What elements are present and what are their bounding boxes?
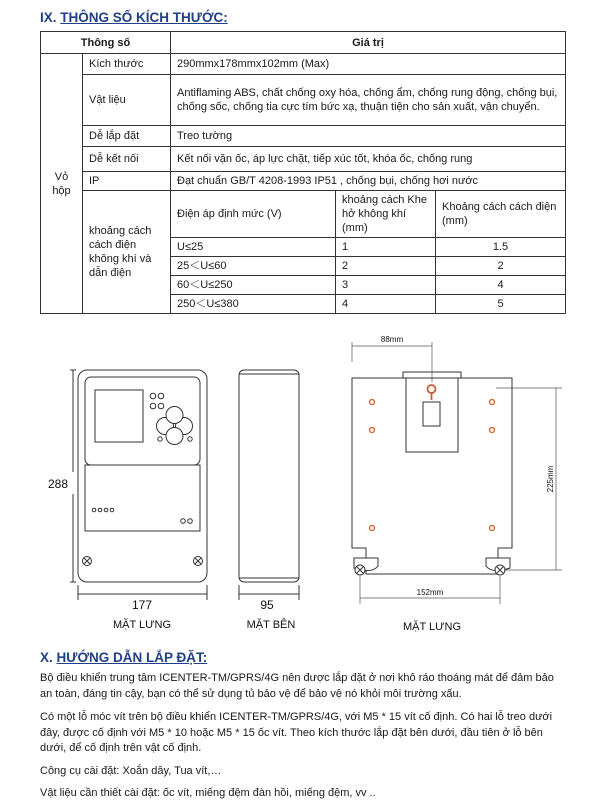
param-cell: Dễ kết nối [83,147,171,172]
side-width-dim: 95 [260,598,274,612]
clearance-col-header: Khoảng cách cách điện (mm) [436,191,566,238]
table-row [41,172,566,191]
back-top-dim: 88mm [380,335,404,344]
value-cell: Kết nối vặn ốc, áp lực chặt, tiếp xúc tốt, khóa ốc, chống rung [171,147,566,172]
front-width-dim: 177 [131,598,153,612]
dimension-drawing [0,322,600,642]
section-9-number: IX. [40,10,57,25]
table-row [41,191,566,238]
value-cell: Đạt chuẩn GB/T 4208-1993 IP51 , chống bụi, chống hơi nước [171,172,566,191]
table-row [41,54,566,75]
clearance-cell: 2 [436,257,566,276]
clearance-cell: 60＜U≤250 [171,276,336,295]
clearance-cell: 250＜U≤380 [171,295,336,314]
param-cell: Vật liệu [83,75,171,126]
table-row [41,75,566,126]
value-cell: 290mmx178mmx102mm (Max) [171,54,566,75]
group-label: Vỏ hộp [41,54,83,314]
clearance-cell: 25＜U≤60 [171,257,336,276]
table-row [41,126,566,147]
label-front-view: MẶT LƯNG [112,619,172,631]
param-cell: Dễ lắp đặt [83,126,171,147]
clearance-cell: 4 [436,276,566,295]
back-height-dim: 225mm [546,465,555,493]
section-9-title [40,10,228,25]
install-materials: Vật liệu cần thiết cài đặt: ốc vít, miếng đệm đàn hồi, miếng đệm, vv .. [40,787,376,799]
clearance-cell: 4 [336,295,436,314]
clearance-cell: 1.5 [436,238,566,257]
install-paragraph-1: Bộ điều khiển trung tâm ICENTER-TM/GPRS/4G nên được lắp đặt ở nơi khô ráo thoáng mát để đảm bảo an toàn, đáng tin cậy, bạn có thể sử dụng tủ bảo vệ để bảo vệ nó khỏi môi trường xấu. [40,672,554,700]
back-view [352,372,512,575]
label-back-view: MẶT LƯNG [402,621,462,633]
value-cell: Antiflaming ABS, chất chống oxy hóa, chống ẩm, chống rung động, chống bụi, chống sốc, chống tia cực tím bức xạ, thuận tiện cho sản xuất, vận chuyển. [171,75,566,126]
header-value: Giá trị [171,32,566,54]
install-paragraph-2: Có một lỗ móc vít trên bộ điều khiển ICENTER-TM/GPRS/4G, với M5 * 15 vít cố định. Có hai lỗ treo dưới đây, được cố định với M5 * 10 hoặc M5 * 15 ốc vít. Theo kích thước lắp đặt bên dưới, đầu tiên ở lỗ bên dưới, để cố định trên vật cố định. [40,711,553,754]
install-tools: Công cụ cài đặt: Xoắn dây, Tua vít,… [40,765,222,777]
section-10-heading: HƯỚNG DẪN LẮP ĐẶT: [56,650,208,665]
clearance-label: khoảng cách cách điện không khí và dẫn điện [83,191,171,314]
front-view [78,370,207,582]
clearance-cell: U≤25 [171,238,336,257]
clearance-cell: 1 [336,238,436,257]
param-cell: Kích thước [83,54,171,75]
clearance-cell: 3 [336,276,436,295]
param-cell: IP [83,172,171,191]
clearance-col-header: khoảng cách Khe hở không khí (mm) [336,191,436,238]
spec-header-row [41,32,566,54]
label-side-view: MẶT BÊN [246,619,296,631]
spec-table [40,31,566,314]
front-height-dim: 288 [47,477,69,491]
clearance-cell: 2 [336,257,436,276]
section-10-number: X. [40,650,53,665]
section-10-title [40,650,207,665]
table-row [41,147,566,172]
header-param: Thông số [41,32,171,54]
section-9-heading: THÔNG SỐ KÍCH THƯỚC: [60,10,228,25]
back-bottom-dim: 152mm [416,588,444,597]
clearance-col-header: Điện áp định mức (V) [171,191,336,238]
value-cell: Treo tường [171,126,566,147]
side-view [239,370,299,582]
clearance-cell: 5 [436,295,566,314]
